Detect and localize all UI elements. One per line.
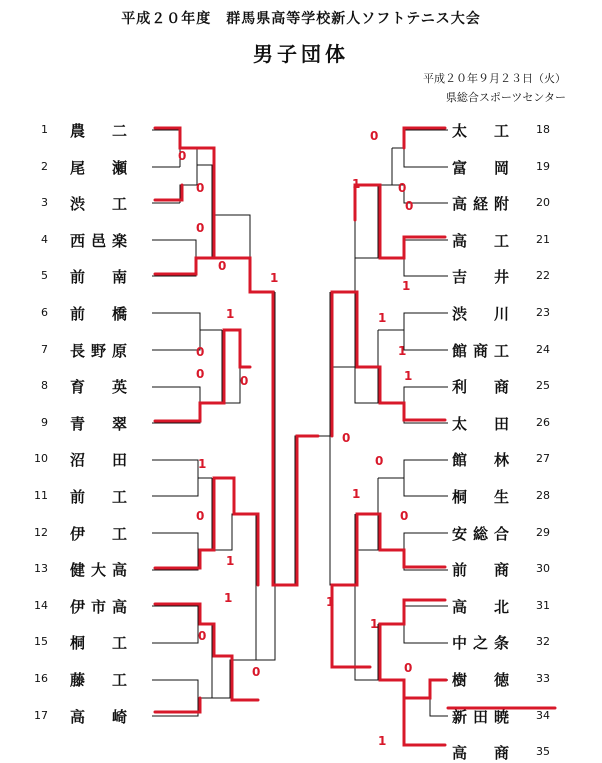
left-team-name: 伊 工 <box>70 524 134 543</box>
svg-text:0: 0 <box>198 629 207 643</box>
right-team-name: 館 林 <box>452 451 516 470</box>
right-team-name: 安総合 <box>452 524 516 543</box>
right-team-number: 30 <box>536 562 550 576</box>
left-team-name: 伊市高 <box>70 597 134 616</box>
svg-text:0: 0 <box>405 199 414 213</box>
right-team-name: 高 工 <box>452 231 516 250</box>
svg-text:1: 1 <box>226 307 235 321</box>
right-team-name: 渋 川 <box>452 305 516 323</box>
svg-text:0: 0 <box>196 367 205 381</box>
right-team-number: 18 <box>536 123 550 136</box>
left-team-name: 健大高 <box>70 561 134 580</box>
left-team-name: 前 橋 <box>70 305 134 323</box>
right-team-number: 33 <box>536 672 550 685</box>
right-team-name: 利 商 <box>452 378 516 397</box>
left-team-number: 10 <box>34 452 48 466</box>
svg-text:0: 0 <box>404 661 413 675</box>
tournament-title: 平成２０年度 群馬県高等学校新人ソフトテニス大会 <box>121 11 481 27</box>
left-team-number: 17 <box>34 708 48 722</box>
left-team-name: 尾 瀬 <box>70 158 134 177</box>
svg-text:1: 1 <box>326 595 335 609</box>
right-team-number: 35 <box>536 745 550 759</box>
right-team-name: 高経附 <box>452 195 516 214</box>
left-team-name: 青 翠 <box>70 414 134 433</box>
svg-text:0: 0 <box>240 374 249 388</box>
left-team-name: 前 南 <box>70 268 134 287</box>
left-team-name: 桐 工 <box>70 634 134 653</box>
right-team-name: 太 工 <box>452 122 516 140</box>
right-team-number: 24 <box>536 342 550 356</box>
event-venue: 県総合スポーツセンター <box>445 91 566 104</box>
left-team-name: 沼 田 <box>70 451 134 470</box>
right-team-number: 27 <box>536 452 550 466</box>
left-team-number: 7 <box>41 342 48 356</box>
left-team-number: 3 <box>41 196 48 210</box>
svg-text:0: 0 <box>196 181 205 195</box>
left-team-name: 高 崎 <box>70 707 134 726</box>
right-team-number: 32 <box>536 635 550 649</box>
left-team-number: 15 <box>34 635 48 649</box>
left-team-number: 9 <box>41 415 48 429</box>
left-team-number: 12 <box>34 525 48 539</box>
right-team-name: 太 田 <box>452 414 516 433</box>
svg-text:0: 0 <box>196 509 205 523</box>
event-subtitle: 男子団体 <box>253 42 349 66</box>
svg-text:0: 0 <box>400 509 409 523</box>
event-date: 平成２０年９月２３日（火） <box>423 72 566 85</box>
right-team-name: 高 商 <box>452 744 516 763</box>
svg-text:1: 1 <box>378 734 387 748</box>
svg-text:0: 0 <box>218 259 227 273</box>
left-team-name: 渋 工 <box>70 195 134 214</box>
right-team-name: 中之条 <box>452 634 516 653</box>
left-team-number: 1 <box>41 123 48 136</box>
left-team-number: 11 <box>34 489 48 502</box>
svg-text:0: 0 <box>375 454 384 468</box>
right-team-name: 高 北 <box>452 597 516 616</box>
right-team-name: 樹 徳 <box>452 671 516 689</box>
left-team-name: 長野原 <box>70 341 134 360</box>
bracket-black-lines <box>152 130 448 716</box>
right-team-name: 桐 生 <box>452 488 516 506</box>
svg-text:1: 1 <box>370 617 379 631</box>
left-team-number: 5 <box>41 269 48 283</box>
right-team-name: 新田暁 <box>452 707 516 726</box>
svg-text:1: 1 <box>402 279 411 293</box>
svg-text:0: 0 <box>342 431 351 445</box>
right-team-name: 館商工 <box>452 341 516 360</box>
left-team-number: 16 <box>34 672 48 685</box>
svg-text:1: 1 <box>198 457 207 471</box>
right-team-name: 前 商 <box>452 561 516 580</box>
left-team-name: 藤 工 <box>70 671 134 689</box>
right-team-number: 25 <box>536 379 550 393</box>
left-team-number: 13 <box>34 562 48 576</box>
right-team-number: 21 <box>536 232 550 246</box>
svg-text:1: 1 <box>270 271 279 285</box>
left-team-name: 育 英 <box>70 378 134 397</box>
svg-text:1: 1 <box>226 554 235 568</box>
svg-text:0: 0 <box>398 181 407 195</box>
left-team-name: 前 工 <box>70 488 134 506</box>
svg-text:0: 0 <box>178 149 187 163</box>
right-team-number: 29 <box>536 525 550 539</box>
svg-text:0: 0 <box>252 665 261 679</box>
svg-text:1: 1 <box>224 591 233 605</box>
svg-text:1: 1 <box>352 177 361 191</box>
left-team-name: 農 二 <box>70 122 134 140</box>
right-team-number: 23 <box>536 306 550 319</box>
svg-text:1: 1 <box>404 369 413 383</box>
left-team-name: 西邑楽 <box>70 231 134 250</box>
right-team-number: 22 <box>536 269 550 283</box>
svg-text:0: 0 <box>196 345 205 359</box>
right-team-name: 吉 井 <box>452 268 516 287</box>
svg-text:0: 0 <box>370 129 379 143</box>
right-team-number: 34 <box>536 708 550 722</box>
svg-text:0: 0 <box>196 221 205 235</box>
left-team-number: 8 <box>41 379 48 393</box>
left-team-number: 6 <box>41 306 48 319</box>
svg-text:1: 1 <box>352 487 361 501</box>
left-team-number: 14 <box>34 598 48 612</box>
right-team-number: 26 <box>536 415 550 429</box>
svg-text:1: 1 <box>398 344 407 358</box>
right-team-number: 20 <box>536 196 550 210</box>
left-team-number: 4 <box>41 232 48 246</box>
right-team-number: 19 <box>536 159 550 173</box>
right-team-number: 28 <box>536 489 550 502</box>
left-team-number: 2 <box>41 159 48 173</box>
right-team-number: 31 <box>536 598 550 612</box>
svg-text:1: 1 <box>378 311 387 325</box>
right-team-name: 富 岡 <box>452 158 516 177</box>
